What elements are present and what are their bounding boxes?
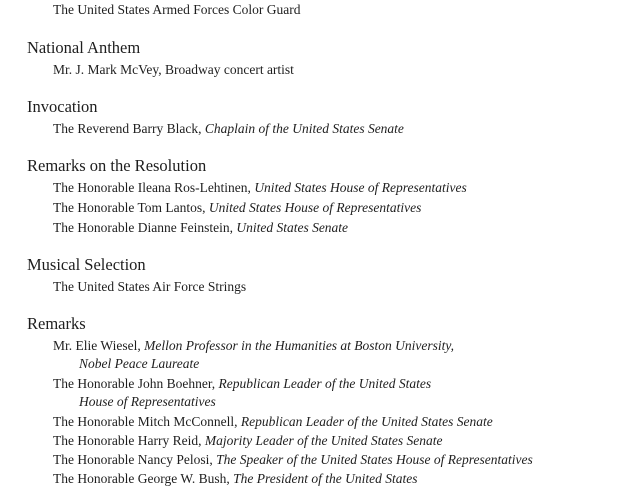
program-entry [53,61,294,78]
entry-name: The Honorable Ileana Ros-Lehtinen, [53,180,255,195]
program-entry [53,413,493,430]
program-entry [53,179,467,196]
entry-role-continuation: Nobel Peace Laureate [79,356,200,371]
entry-name: The Honorable George W. Bush, [53,471,234,486]
entry-name: The Honorable Tom Lantos, [53,200,209,215]
entry-role: United States House of Representatives [254,180,467,195]
entry-role: The Speaker of the United States House of Representatives [216,452,533,467]
color-guard-entry: The United States Armed Forces Color Guard [53,2,301,17]
program-entry [53,337,454,354]
entry-role: The President of the United States [233,471,418,486]
entry-role: Republican Leader of the United States [218,376,432,391]
section-heading-remarks: Remarks [27,314,86,333]
entry-name: The Honorable Harry Reid, [53,433,205,448]
entry-role-continuation: House of Representatives [79,394,216,409]
entry-role: United States Senate [236,220,349,235]
program-entry [53,375,431,392]
entry-role: Majority Leader of the United States Senate [204,433,443,448]
program-entry [53,432,443,449]
program-entry [53,199,421,216]
entry-name: Mr. J. Mark McVey, Broadway concert artist [53,62,294,77]
section-heading-invocation: Invocation [27,97,98,116]
entry-role: Chaplain of the United States Senate [204,121,404,136]
program-entry [53,451,533,468]
entry-role: United States House of Representatives [208,200,422,215]
entry-name: The Honorable Mitch McConnell, [53,414,241,429]
program-entry [53,120,404,137]
entry-name: The Honorable Nancy Pelosi, [53,452,217,467]
section-heading-national-anthem: National Anthem [27,38,141,57]
entry-role: Mellon Professor in the Humanities at Boston University, [144,338,455,353]
entry-name: The Reverend Barry Black, [53,121,205,136]
program-entry [53,470,417,487]
section-heading-musical-selection: Musical Selection [27,255,146,274]
program-entry [53,219,348,236]
entry-name: The Honorable Dianne Feinstein, [53,220,237,235]
entry-name: Mr. Elie Wiesel, [53,338,145,353]
program-entry [53,278,246,295]
entry-name: The Honorable John Boehner, [53,376,219,391]
entry-name: The United States Air Force Strings [53,279,247,294]
entry-role: Republican Leader of the United States Senate [240,414,493,429]
section-heading-remarks-on-resolution: Remarks on the Resolution [27,156,207,175]
